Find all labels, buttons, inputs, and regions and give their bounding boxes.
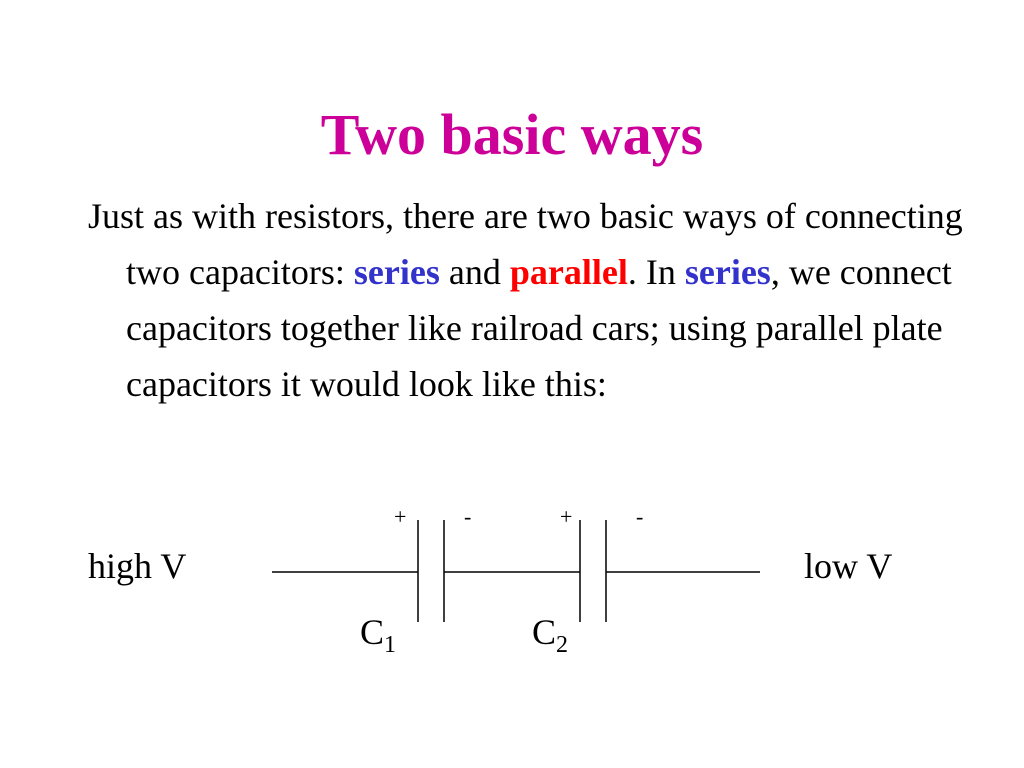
slide-title: Two basic ways: [320, 102, 704, 167]
low-v-label: low V: [804, 546, 893, 586]
cap2-minus-sign: -: [636, 504, 644, 529]
paragraph-text-2: and: [439, 252, 510, 292]
capacitor-2-label: [532, 612, 569, 658]
parallel-keyword: parallel: [509, 252, 628, 292]
paragraph-text-3: . In: [627, 252, 685, 292]
series-keyword: series: [353, 252, 440, 292]
cap2-plus-sign: +: [560, 504, 573, 529]
cap1-plus-sign: +: [394, 504, 407, 529]
cap1-minus-sign: -: [464, 504, 472, 529]
capacitor-2-subscript: 2: [556, 632, 569, 658]
paragraph-text-1: Just as with resistors, there are two basic ways of connecting two capacitors:: [88, 196, 963, 292]
capacitor-1-label: [360, 612, 397, 658]
paragraph-text-4: , we connect capacitors together like railroad cars; using parallel plate capacitors it would look like this:: [126, 252, 952, 404]
high-v-label: high V: [88, 546, 187, 586]
capacitor-2-letter: C: [532, 612, 557, 652]
capacitor-1-subscript: 1: [384, 632, 397, 658]
series-keyword-2: series: [684, 252, 771, 292]
capacitor-1-letter: C: [360, 612, 385, 652]
